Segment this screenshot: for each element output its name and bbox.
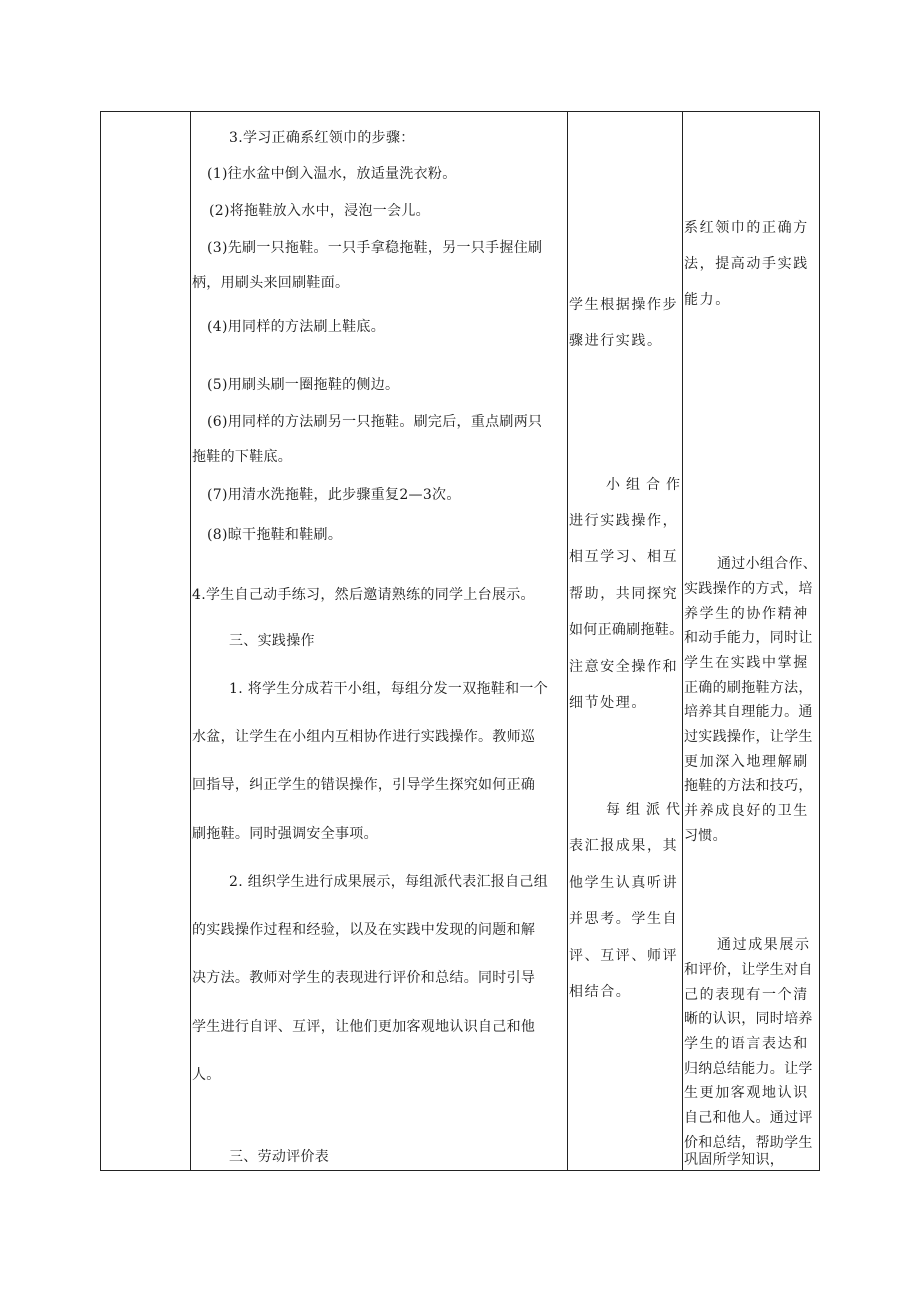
- text-line: (5)用刷头刷一圈拖鞋的侧边。: [207, 377, 400, 393]
- text-line: 的实践操作过程和经验，以及在实践中发现的问题和解: [192, 922, 536, 938]
- text-line: 学生根据操作步: [569, 297, 679, 313]
- text-line: 相结合。: [569, 984, 632, 1000]
- text-line: 2. 组织学生进行成果展示，每组派代表汇报自己组: [229, 874, 549, 890]
- text-line: (4)用同样的方法刷上鞋底。: [207, 319, 386, 335]
- text-line: 学生在实践中掌握: [684, 655, 809, 671]
- text-line: 决方法。教师对学生的表现进行评价和总结。同时引导: [192, 970, 536, 986]
- text-line: 和动手能力，同时让: [684, 630, 813, 646]
- text-line: 归纳总结能力。让学: [684, 1061, 813, 1077]
- text-line: 法，提高动手实践: [684, 256, 809, 272]
- text-line: 进行实践操作，: [569, 513, 679, 529]
- text-line: 3.学习正确系红领巾的步骤：: [229, 130, 415, 146]
- text-line: 学生进行自评、互评，让他们更加客观地认识自己和他: [192, 1019, 536, 1035]
- text-line: 通过成果展示: [717, 937, 811, 953]
- text-line: 1. 将学生分成若干小组，每组分发一双拖鞋和一个: [229, 681, 549, 697]
- text-line: 细节处理。: [569, 695, 647, 711]
- text-line: 自己和他人。通过评: [684, 1110, 813, 1126]
- text-line: (6)用同样的方法刷另一只拖鞋。刷完后，重点刷两只: [207, 414, 543, 430]
- teacher-activity-cell: [191, 112, 567, 1170]
- text-line: 骤进行实践。: [569, 333, 663, 349]
- text-line: 如何正确刷拖鞋。: [569, 622, 684, 638]
- text-line: 价和总结，帮助学生: [684, 1135, 813, 1151]
- text-line: 柄，用刷头来回刷鞋面。: [192, 275, 350, 291]
- text-line: (8)晾干拖鞋和鞋刷。: [207, 527, 343, 543]
- text-line: 帮助，共同探究: [569, 586, 679, 602]
- lesson-table: [100, 111, 820, 1171]
- text-line: 拖鞋的下鞋底。: [192, 449, 293, 465]
- text-line: 和评价，让学生对自: [684, 962, 813, 978]
- text-line: 己的表现有一个清: [684, 987, 809, 1003]
- text-line: 每组派代: [606, 802, 686, 818]
- text-line: (2)将拖鞋放入水中，浸泡一会儿。: [209, 203, 430, 219]
- text-line: 通过小组合作、: [717, 556, 818, 572]
- text-line: 更加深入地理解刷: [684, 754, 809, 770]
- section-heading: 三、实践操作: [229, 633, 315, 649]
- text-line: 系红领巾的正确方: [684, 220, 809, 236]
- text-line: 4.学生自己动手练习，然后邀请熟练的同学上台展示。: [192, 587, 535, 603]
- student-activity-cell: [568, 112, 686, 1170]
- text-line: 水盆，让学生在小组内互相协作进行实践操作。教师巡: [192, 729, 536, 745]
- text-line: 培养其自理能力。通: [684, 704, 813, 720]
- design-intent-cell: [683, 112, 819, 1170]
- text-line: 习惯。: [684, 828, 727, 844]
- text-line: 巩固所学知识，: [684, 1152, 785, 1168]
- section-heading: 三、劳动评价表: [229, 1149, 330, 1165]
- text-line: 相互学习、相互: [569, 549, 679, 565]
- text-line: 养学生的协作精神: [684, 606, 809, 622]
- column-1-cell: [101, 112, 190, 1170]
- text-line: 正确的刷拖鞋方法，: [684, 680, 813, 696]
- text-line: 评、互评、师评: [569, 948, 679, 964]
- text-line: (1)往水盆中倒入温水，放适量洗衣粉。: [207, 166, 457, 182]
- text-line: 实践操作的方式，培: [684, 581, 813, 597]
- text-line: 并思考。学生自: [569, 911, 679, 927]
- text-line: 能力。: [684, 292, 731, 308]
- text-line: 注意安全操作和: [569, 659, 679, 675]
- text-line: 小组合作: [606, 477, 686, 493]
- text-line: (7)用清水洗拖鞋，此步骤重复2—3次。: [207, 487, 461, 503]
- text-line: 生更加客观地认识: [684, 1085, 809, 1101]
- text-line: 拖鞋的方法和技巧，: [684, 778, 813, 794]
- text-line: 表汇报成果，其: [569, 838, 679, 854]
- text-line: 人。: [192, 1067, 221, 1083]
- text-line: 过实践操作，让学生: [684, 729, 813, 745]
- text-line: (3)先刷一只拖鞋。一只手拿稳拖鞋，另一只手握住刷: [207, 240, 543, 256]
- text-line: 回指导，纠正学生的错误操作，引导学生探究如何正确: [192, 777, 536, 793]
- text-line: 并养成良好的卫生: [684, 803, 809, 819]
- text-line: 晰的认识，同时培养: [684, 1011, 813, 1027]
- text-line: 他学生认真听讲: [569, 875, 679, 891]
- text-line: 刷拖鞋。同时强调安全事项。: [192, 826, 378, 842]
- text-line: 学生的语言表达和: [684, 1036, 809, 1052]
